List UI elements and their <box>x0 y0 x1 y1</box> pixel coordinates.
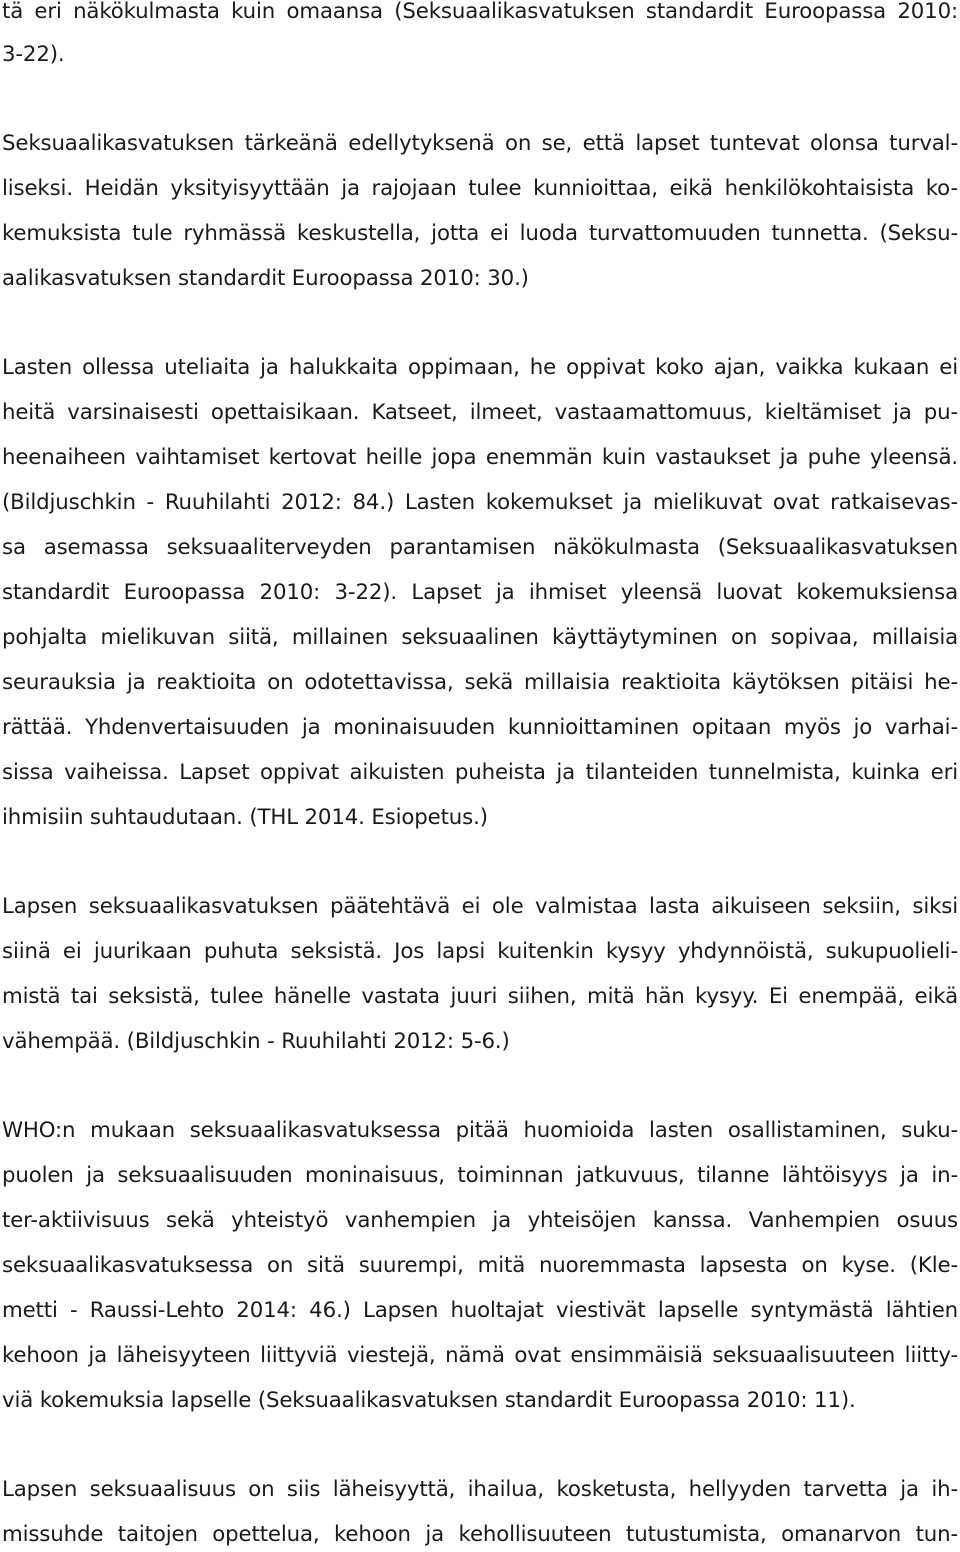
text-line: ter-aktiivisuus sekä yhteistyö vanhempien ja yhteisöjen kanssa. Vanhempien osuus <box>2 1208 958 1233</box>
text-line: Seksuaalikasvatuksen tärkeänä edellytyksenä on se, että lapset tuntevat olonsa turval- <box>2 131 958 156</box>
text-line: kemuksista tule ryhmässä keskustella, jotta ei luoda turvattomuuden tunnetta. (Seksu- <box>2 221 958 246</box>
text-line: sa asemassa seksuaaliterveyden parantamisen näkökulmasta (Seksuaalikasvatuksen <box>2 535 958 560</box>
text-line: viä kokemuksia lapselle (Seksuaalikasvatuksen standardit Euroopassa 2010: 11). <box>2 1388 856 1413</box>
text-line: standardit Euroopassa 2010: 3-22). Lapset ja ihmiset yleensä luovat kokemuksiensa <box>2 580 958 605</box>
text-line: missuhde taitojen opettelua, kehoon ja kehollisuuteen tutustumista, omanarvon tun- <box>2 1522 958 1547</box>
text-line: kehoon ja läheisyyteen liittyviä viestejä, nämä ovat ensimmäisiä seksuaalisuuteen liitty- <box>2 1343 958 1368</box>
text-line: seksuaalikasvatuksessa on sitä suurempi, mitä nuoremmasta lapsesta on kyse. (Kle- <box>2 1253 958 1278</box>
text-line: sissa vaiheissa. Lapset oppivat aikuisten puheista ja tilanteiden tunnelmista, kuinka eri <box>2 760 958 785</box>
text-line: ihmisiin suhtaudutaan. (THL 2014. Esiopetus.) <box>2 805 488 830</box>
text-line: tä eri näkökulmasta kuin omaansa (Seksuaalikasvatuksen standardit Euroopassa 2010: <box>2 0 958 24</box>
text-line: Lapsen seksuaalikasvatuksen päätehtävä ei ole valmistaa lasta aikuiseen seksiin, siksi <box>2 894 958 919</box>
text-line: liseksi. Heidän yksityisyyttään ja rajojaan tulee kunnioittaa, eikä henkilökohtaisista ko- <box>2 176 958 201</box>
text-line: WHO:n mukaan seksuaalikasvatuksessa pitää huomioida lasten osallistaminen, suku- <box>2 1118 958 1143</box>
text-line: metti - Raussi-Lehto 2014: 46.) Lapsen huoltajat viestivät lapselle syntymästä lähtien <box>2 1298 958 1323</box>
text-line: pohjalta mielikuvan siitä, millainen seksuaalinen käyttäytyminen on sopivaa, millaisia <box>2 625 958 650</box>
text-line: 3-22). <box>2 42 65 67</box>
text-line: (Bildjuschkin - Ruuhilahti 2012: 84.) Lasten kokemukset ja mielikuvat ovat ratkaisevas- <box>2 490 958 515</box>
text-line: mistä tai seksistä, tulee hänelle vastata juuri siihen, mitä hän kysyy. Ei enempää, eikä <box>2 984 958 1009</box>
text-line: Lapsen seksuaalisuus on siis läheisyyttä, ihailua, kosketusta, hellyyden tarvetta ja ih- <box>2 1477 958 1502</box>
text-line: aalikasvatuksen standardit Euroopassa 2010: 30.) <box>2 266 529 291</box>
text-line: vähempää. (Bildjuschkin - Ruuhilahti 2012: 5-6.) <box>2 1029 510 1054</box>
text-line: siinä ei juurikaan puhuta seksistä. Jos lapsi kuitenkin kysyy yhdynnöistä, sukupuolieli- <box>2 939 958 964</box>
text-line: seurauksia ja reaktioita on odotettavissa, sekä millaisia reaktioita käytöksen pitäisi he- <box>2 670 958 695</box>
text-line: heenaiheen vaihtamiset kertovat heille jopa enemmän kuin vastaukset ja puhe yleensä. <box>2 445 958 470</box>
text-line: heitä varsinaisesti opettaisikaan. Katseet, ilmeet, vastaamattomuus, kieltämiset ja pu- <box>2 400 958 425</box>
text-line: Lasten ollessa uteliaita ja halukkaita oppimaan, he oppivat koko ajan, vaikka kukaan ei <box>2 355 958 380</box>
text-line: puolen ja seksuaalisuuden moninaisuus, toiminnan jatkuvuus, tilanne lähtöisyys ja in- <box>2 1163 958 1188</box>
text-line: rättää. Yhdenvertaisuuden ja moninaisuuden kunnioittaminen opitaan myös jo varhai- <box>2 715 958 740</box>
